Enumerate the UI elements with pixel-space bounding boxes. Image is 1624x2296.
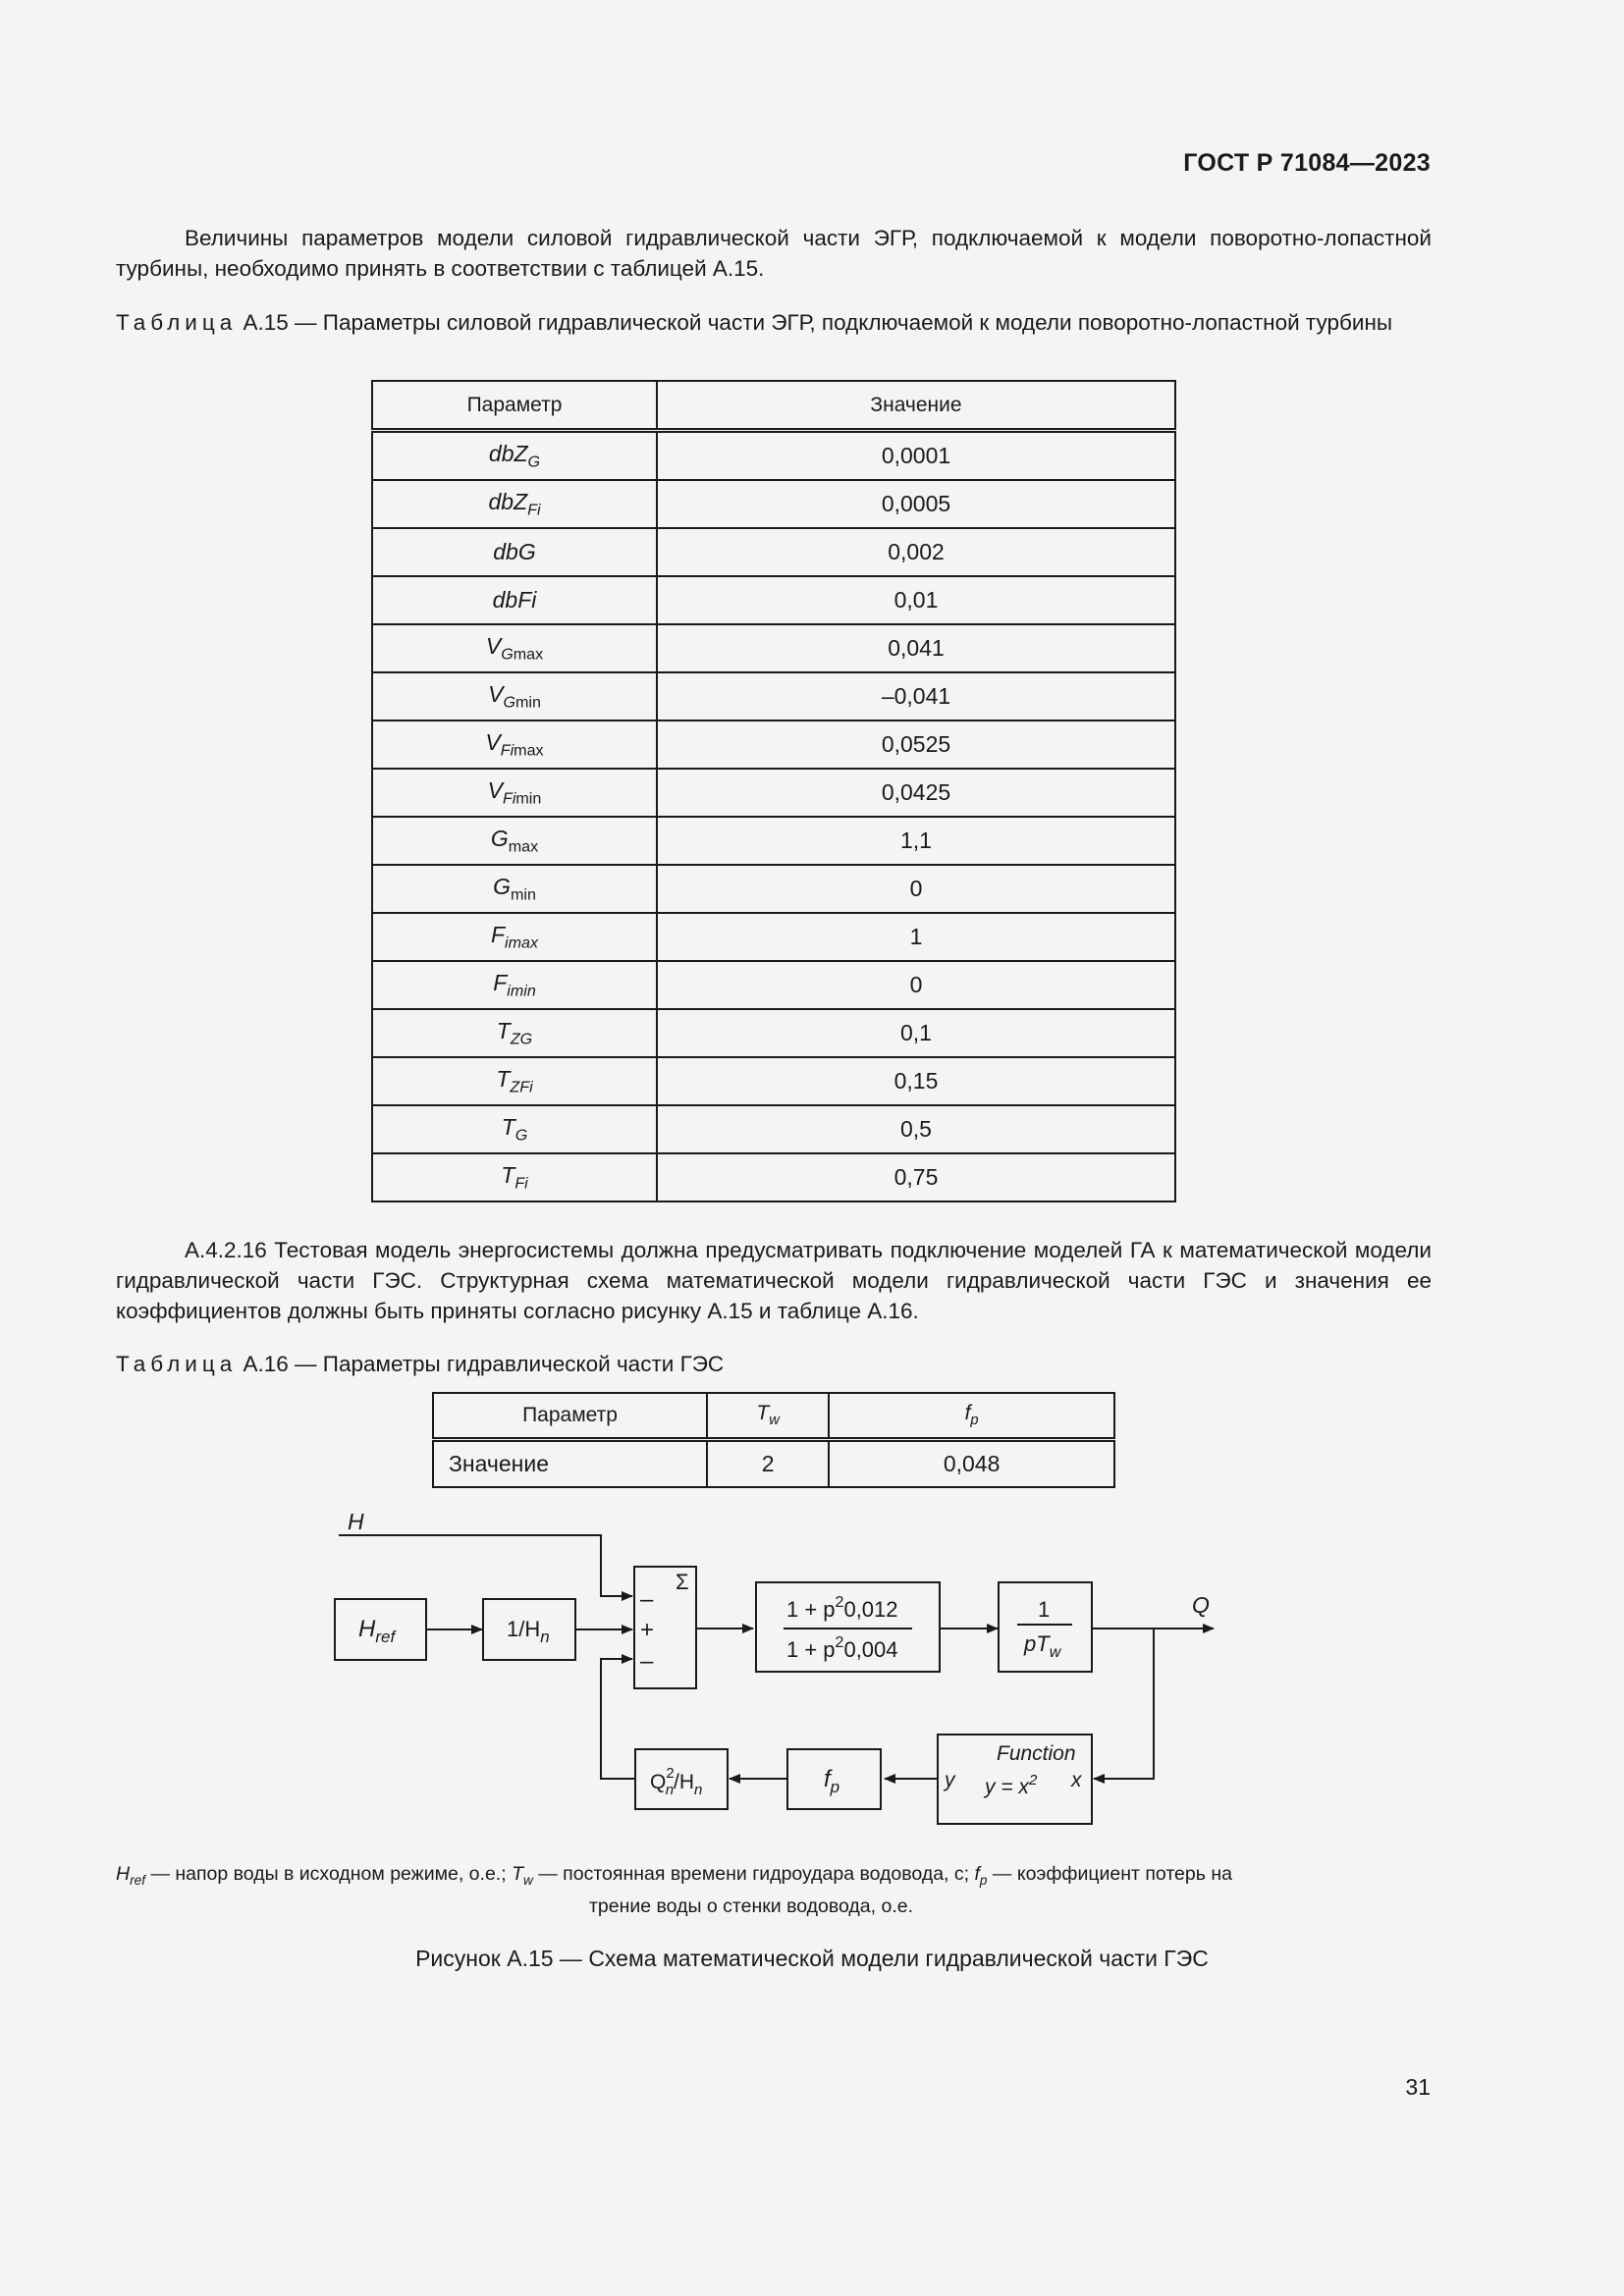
table-row <box>372 1153 1175 1201</box>
table-row <box>433 1440 1114 1488</box>
value-cell: 0,5 <box>657 1105 1175 1153</box>
parameter-cell: $T_{Fi}$ <box>372 1153 657 1201</box>
parameter-cell: $T_G$ <box>372 1105 657 1153</box>
parameter-cell: $V_{Fimin}$ <box>372 769 657 817</box>
fp-value: 0,048 <box>829 1440 1114 1488</box>
value-cell: 0,0525 <box>657 721 1175 769</box>
figure-caption: Рисунок А.15 — Схема математической модели гидравлической части ГЭС <box>415 1946 1209 1971</box>
value-cell: 0,0001 <box>657 431 1175 481</box>
table-row <box>372 624 1175 672</box>
table-row <box>372 1105 1175 1153</box>
table-row <box>372 769 1175 817</box>
table-a16-caption: Таблица А.16 — Параметры гидравлической части ГЭС <box>116 1352 725 1376</box>
table-row <box>372 528 1175 576</box>
parameter-cell: $V_{Fimax}$ <box>372 721 657 769</box>
value-cell: 0,01 <box>657 576 1175 624</box>
table-row <box>372 913 1175 961</box>
parameter-cell: $V_{Gmax}$ <box>372 624 657 672</box>
value-cell: –0,041 <box>657 672 1175 721</box>
parameter-cell: $V_{Gmin}$ <box>372 672 657 721</box>
function-equation: $y = x^2$ <box>985 1772 1038 1798</box>
qh-label: $Q^2$ $n/H_n$ <box>650 1765 703 1798</box>
parameter-cell: $F_{imin}$ <box>372 961 657 1009</box>
href-label: $H_{ref}$ <box>358 1616 396 1646</box>
paragraph-table-reference: Величины параметров модели силовой гидравлической части ЭГР, подключаемой к модели поворотно-лопастной турбины, необходимо принять в соответствии с таблицей А.15. <box>116 226 1432 281</box>
table-row <box>372 961 1175 1009</box>
table-row <box>372 865 1175 913</box>
input-h-label: H <box>348 1509 364 1534</box>
value-cell: 0,75 <box>657 1153 1175 1201</box>
fp-label: $f_p$ <box>824 1766 840 1796</box>
tw-value: 2 <box>707 1440 829 1488</box>
value-cell: 0,002 <box>657 528 1175 576</box>
parameter-cell: $G_{min}$ <box>372 865 657 913</box>
value-cell: 0,1 <box>657 1009 1175 1057</box>
legend-fp-continuation: трение воды о стенки водовода, о.е. <box>589 1895 914 1917</box>
table-row <box>372 1009 1175 1057</box>
page-number: 31 <box>1405 2074 1431 2100</box>
int-numerator: 1 <box>1038 1597 1051 1622</box>
column-header-fp: $f_p$ <box>829 1393 1114 1440</box>
sum-sigma: Σ <box>676 1570 689 1594</box>
sum-minus-top: – <box>640 1586 654 1613</box>
sum-plus: + <box>640 1617 655 1643</box>
block-diagram <box>0 1502 1624 1836</box>
output-q-label: Q <box>1192 1592 1210 1618</box>
parameter-cell: $T_{ZG}$ <box>372 1009 657 1057</box>
tf-numerator: $1 + p^20,012$ <box>786 1594 898 1622</box>
table-a16 <box>432 1392 1115 1488</box>
signal-line-h <box>339 1535 632 1596</box>
row-label: Значение <box>433 1440 707 1488</box>
table-row <box>372 431 1175 481</box>
column-header-parameter: Параметр <box>372 381 657 431</box>
value-cell: 0 <box>657 961 1175 1009</box>
gain-label: $1/H_n$ <box>507 1617 550 1646</box>
sum-minus-bottom: – <box>640 1648 654 1675</box>
value-cell: 0,041 <box>657 624 1175 672</box>
column-header-value: Значение <box>657 381 1175 431</box>
value-cell: 0,0425 <box>657 769 1175 817</box>
parameter-cell: $F_{imax}$ <box>372 913 657 961</box>
legend-href: $H_{ref}$ — напор воды в исходном режиме, о.е.; <box>116 1863 507 1888</box>
table-row <box>372 817 1175 865</box>
function-y-port: y <box>945 1769 955 1791</box>
tf-denominator: $1 + p^20,004$ <box>786 1634 898 1662</box>
function-x-port: x <box>1071 1769 1082 1791</box>
column-header-parameter: Параметр <box>433 1393 707 1440</box>
legend-tw: $T_w$ — постоянная времени гидроудара водовода, с; <box>512 1863 970 1888</box>
signal-line-qh <box>601 1659 635 1779</box>
table-row <box>372 480 1175 528</box>
int-denominator: $pT_w$ <box>1024 1631 1061 1661</box>
parameter-cell: $G_{max}$ <box>372 817 657 865</box>
parameter-cell: dbZ$_{Fi}$ <box>372 480 657 528</box>
table-row <box>372 721 1175 769</box>
value-cell: 1 <box>657 913 1175 961</box>
legend-fp: $f_p$ — коэффициент потерь на <box>974 1863 1232 1888</box>
feedback-line <box>1094 1629 1154 1779</box>
integrator-block <box>999 1582 1092 1672</box>
parameter-cell: dbFi <box>372 576 657 624</box>
value-cell: 0 <box>657 865 1175 913</box>
table-a15-caption: Таблица А.15 — Параметры силовой гидравлической части ЭГР, подключаемой к модели поворотно-лопастной турбины <box>116 310 1393 335</box>
column-header-tw: $T_w$ <box>707 1393 829 1440</box>
parameter-cell: dbZ$_G$ <box>372 431 657 481</box>
table-row <box>372 576 1175 624</box>
parameter-cell: dbG <box>372 528 657 576</box>
value-cell: 0,0005 <box>657 480 1175 528</box>
paragraph-a4-2-16: А.4.2.16 Тестовая модель энергосистемы должна предусматривать подключение моделей ГА к математической модели гидравлической части ГЭС. Структурная схема математической модели гидравлической части ГЭС и значения ее коэффициентов должны быть приняты согласно рисунку А.15 и таблице А.16. <box>116 1238 1432 1323</box>
table-a15 <box>371 380 1176 1202</box>
document-standard-number: ГОСТ Р 71084—2023 <box>1183 149 1431 177</box>
value-cell: 1,1 <box>657 817 1175 865</box>
table-row <box>372 672 1175 721</box>
value-cell: 0,15 <box>657 1057 1175 1105</box>
function-title: Function <box>997 1742 1076 1765</box>
figure-legend <box>116 1861 1432 1919</box>
parameter-cell: $T_{ZFi}$ <box>372 1057 657 1105</box>
table-row <box>372 1057 1175 1105</box>
